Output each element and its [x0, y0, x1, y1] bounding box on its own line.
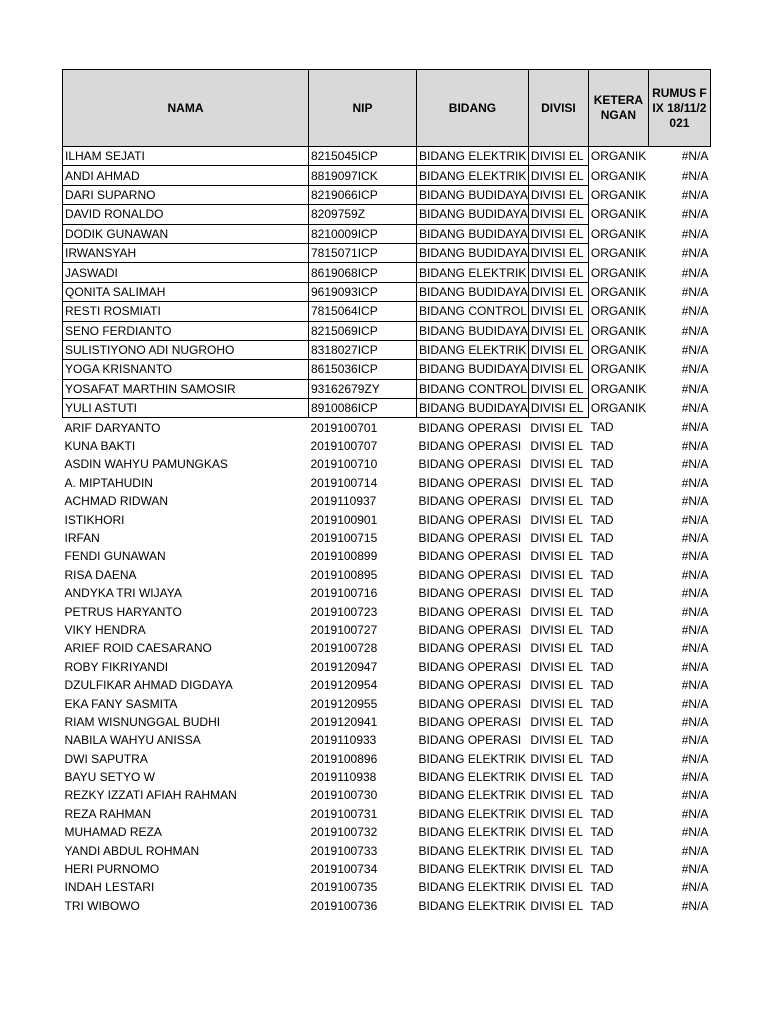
table-row: [63, 566, 711, 584]
cell-nama[interactable]: NABILA WAHYU ANISSA: [64, 733, 201, 748]
cell-bidang[interactable]: BIDANG ELEKTRIK: [417, 340, 529, 359]
cell-nama[interactable]: ILHAM SEJATI: [63, 147, 309, 166]
cell-keterangan[interactable]: TAD: [590, 475, 614, 490]
cell-nip[interactable]: 2019120954: [310, 678, 378, 693]
cell-nip[interactable]: 2019100734: [310, 862, 378, 877]
cell-divisi[interactable]: DIVISI EL: [530, 770, 584, 785]
table-row: [63, 340, 711, 359]
cell-bidang[interactable]: BIDANG ELEKTRIK: [418, 788, 526, 803]
cell-bidang[interactable]: BIDANG ELEKTRIK: [417, 263, 529, 282]
cell-nama[interactable]: SENO FERDIANTO: [63, 321, 309, 340]
cell-bidang[interactable]: BIDANG BUDIDAYA: [417, 399, 529, 418]
cell-nama[interactable]: JASWADI: [63, 263, 309, 282]
table-row: [63, 379, 711, 398]
cell-bidang[interactable]: BIDANG OPERASI: [418, 622, 522, 637]
table-row: [63, 243, 711, 262]
cell-keterangan[interactable]: ORGANIK: [590, 187, 647, 202]
table-row: [63, 713, 711, 731]
cell-nip[interactable]: 8910086ICP: [309, 399, 417, 418]
cell-nama[interactable]: IRFAN: [64, 531, 100, 545]
cell-nama[interactable]: YULI ASTUTI: [63, 399, 309, 418]
cell-keterangan[interactable]: TAD: [590, 678, 614, 693]
cell-rumus[interactable]: #N/A: [681, 187, 709, 202]
cell-bidang[interactable]: BIDANG ELEKTRIK: [418, 862, 526, 877]
cell-nip[interactable]: 7815064ICP: [309, 302, 417, 321]
table-row: [63, 786, 711, 804]
cell-keterangan[interactable]: ORGANIK: [590, 304, 647, 319]
cell-nama[interactable]: REZKY IZZATI AFIAH RAHMAN: [64, 788, 237, 803]
cell-rumus[interactable]: #N/A: [681, 475, 709, 490]
table-row: [63, 841, 711, 859]
cell-divisi[interactable]: DIVISI EL: [528, 379, 588, 398]
cell-bidang[interactable]: BIDANG OPERASI: [418, 641, 522, 656]
table-row: [63, 224, 711, 243]
cell-rumus[interactable]: #N/A: [681, 323, 709, 338]
cell-nip[interactable]: 2019100727: [310, 622, 378, 637]
cell-bidang[interactable]: BIDANG BUDIDAYA: [417, 185, 529, 204]
cell-rumus[interactable]: #N/A: [681, 531, 709, 545]
cell-keterangan[interactable]: TAD: [590, 622, 614, 637]
cell-divisi[interactable]: DIVISI EL: [528, 263, 588, 282]
cell-rumus[interactable]: #N/A: [681, 512, 709, 527]
cell-keterangan[interactable]: TAD: [590, 714, 614, 729]
cell-keterangan[interactable]: TAD: [590, 751, 614, 766]
table-row: [63, 823, 711, 841]
cell-divisi[interactable]: DIVISI EL: [528, 147, 588, 166]
cell-bidang[interactable]: BIDANG ELEKTRIK: [418, 825, 526, 840]
cell-bidang[interactable]: BIDANG BUDIDAYA: [417, 224, 529, 243]
cell-nip[interactable]: 2019100707: [310, 439, 378, 454]
cell-nama[interactable]: REZA RAHMAN: [64, 806, 152, 821]
cell-divisi[interactable]: DIVISI EL: [530, 494, 584, 509]
cell-rumus[interactable]: #N/A: [681, 549, 709, 564]
table-row: [63, 860, 711, 878]
cell-nip[interactable]: 2019100901: [310, 512, 378, 527]
cell-divisi[interactable]: DIVISI EL: [530, 531, 584, 545]
cell-divisi[interactable]: DIVISI EL: [530, 549, 584, 564]
cell-rumus[interactable]: #N/A: [681, 898, 709, 913]
cell-divisi[interactable]: DIVISI EL: [530, 586, 584, 601]
header-row: [63, 70, 711, 147]
cell-divisi[interactable]: DIVISI EL: [530, 751, 584, 766]
cell-nama[interactable]: EKA FANY SASMITA: [64, 696, 178, 711]
cell-nip[interactable]: 2019100895: [310, 567, 378, 582]
cell-bidang[interactable]: BIDANG OPERASI: [418, 549, 522, 564]
table-row: [63, 602, 711, 620]
header-rumus[interactable]: RUMUS FIX 18/11/2021: [648, 70, 710, 147]
cell-divisi[interactable]: DIVISI EL: [528, 340, 588, 359]
cell-nip[interactable]: 2019100736: [310, 898, 378, 913]
cell-keterangan[interactable]: ORGANIK: [590, 265, 647, 280]
cell-rumus[interactable]: #N/A: [681, 641, 709, 656]
cell-keterangan[interactable]: TAD: [590, 567, 614, 582]
cell-rumus[interactable]: #N/A: [681, 149, 709, 164]
cell-divisi[interactable]: DIVISI EL: [528, 243, 588, 262]
cell-keterangan[interactable]: TAD: [590, 457, 614, 472]
cell-nip[interactable]: 2019100732: [310, 825, 378, 840]
table-row: [63, 639, 711, 657]
cell-nama[interactable]: KUNA BAKTI: [64, 439, 136, 454]
cell-keterangan[interactable]: TAD: [590, 806, 614, 821]
cell-rumus[interactable]: #N/A: [681, 207, 709, 222]
cell-nip[interactable]: 2019120941: [310, 714, 378, 729]
cell-nip[interactable]: 8215045ICP: [309, 147, 417, 166]
cell-rumus[interactable]: #N/A: [681, 770, 709, 785]
cell-keterangan[interactable]: TAD: [590, 862, 614, 877]
cell-divisi[interactable]: DIVISI EL: [530, 604, 584, 619]
table-row: [63, 205, 711, 224]
cell-nama[interactable]: ISTIKHORI: [64, 512, 125, 527]
cell-divisi[interactable]: DIVISI EL: [530, 420, 584, 435]
cell-keterangan[interactable]: TAD: [590, 898, 614, 913]
cell-rumus[interactable]: #N/A: [681, 401, 709, 416]
cell-keterangan[interactable]: ORGANIK: [590, 401, 647, 416]
table-row: [63, 547, 711, 565]
cell-keterangan[interactable]: TAD: [590, 843, 614, 858]
table-row: [63, 658, 711, 676]
cell-bidang[interactable]: BIDANG OPERASI: [418, 586, 522, 601]
cell-keterangan[interactable]: ORGANIK: [590, 284, 647, 299]
cell-divisi[interactable]: DIVISI EL: [530, 696, 584, 711]
cell-nip[interactable]: 2019100716: [310, 586, 378, 601]
cell-nama[interactable]: ROBY FIKRIYANDI: [64, 659, 169, 674]
cell-nip[interactable]: 9619093ICP: [309, 282, 417, 301]
cell-keterangan[interactable]: TAD: [590, 659, 614, 674]
cell-nama[interactable]: RISA DAENA: [64, 567, 137, 582]
cell-divisi[interactable]: DIVISI EL: [530, 678, 584, 693]
cell-keterangan[interactable]: TAD: [590, 880, 614, 895]
cell-nama[interactable]: IRWANSYAH: [63, 243, 309, 262]
cell-nama[interactable]: TRI WIBOWO: [64, 898, 140, 913]
cell-rumus[interactable]: #N/A: [681, 843, 709, 858]
cell-rumus[interactable]: #N/A: [681, 304, 709, 319]
cell-rumus[interactable]: #N/A: [681, 806, 709, 821]
cell-nip[interactable]: 2019100896: [310, 751, 378, 766]
cell-bidang[interactable]: BIDANG ELEKTRIK: [417, 147, 529, 166]
table-row: [63, 263, 711, 282]
cell-nip[interactable]: 8318027ICP: [309, 340, 417, 359]
cell-nip[interactable]: 2019100723: [310, 604, 378, 619]
cell-rumus[interactable]: #N/A: [681, 567, 709, 582]
cell-keterangan[interactable]: ORGANIK: [590, 207, 647, 222]
cell-rumus[interactable]: #N/A: [681, 226, 709, 241]
cell-bidang[interactable]: BIDANG OPERASI: [418, 678, 522, 693]
cell-nip[interactable]: 2019100731: [310, 806, 378, 821]
cell-rumus[interactable]: #N/A: [681, 168, 709, 183]
cell-rumus[interactable]: #N/A: [681, 751, 709, 766]
cell-rumus[interactable]: #N/A: [681, 678, 709, 693]
cell-nama[interactable]: MUHAMAD REZA: [64, 825, 162, 840]
cell-divisi[interactable]: DIVISI EL: [530, 457, 584, 472]
table-row: [63, 147, 711, 166]
cell-bidang[interactable]: BIDANG OPERASI: [418, 531, 522, 545]
table-row: [63, 282, 711, 301]
cell-rumus[interactable]: #N/A: [681, 788, 709, 803]
cell-nip[interactable]: 2019100735: [310, 880, 378, 895]
cell-nip[interactable]: 2019100728: [310, 641, 378, 656]
table-row: [63, 437, 711, 455]
cell-nama[interactable]: YANDI ABDUL ROHMAN: [64, 843, 200, 858]
table-row: [63, 418, 711, 437]
cell-nip[interactable]: 93162679ZY: [309, 379, 417, 398]
cell-nama[interactable]: ARIF DARYANTO: [64, 420, 161, 435]
cell-keterangan[interactable]: TAD: [590, 586, 614, 601]
cell-divisi[interactable]: DIVISI EL: [528, 224, 588, 243]
cell-nip[interactable]: 2019110938: [310, 770, 377, 785]
cell-nama[interactable]: HERI PURNOMO: [64, 862, 160, 877]
cell-nip[interactable]: 2019100714: [310, 475, 378, 490]
cell-nip[interactable]: 2019100899: [310, 549, 378, 564]
cell-nama[interactable]: RESTI ROSMIATI: [63, 302, 309, 321]
table-row: [63, 694, 711, 712]
cell-nip[interactable]: 2019120955: [310, 696, 378, 711]
cell-rumus[interactable]: #N/A: [681, 381, 709, 396]
cell-nip[interactable]: 2019100710: [310, 457, 378, 472]
cell-nip[interactable]: 2019100733: [310, 843, 378, 858]
cell-rumus[interactable]: #N/A: [681, 284, 709, 299]
cell-divisi[interactable]: DIVISI EL: [530, 622, 584, 637]
cell-bidang[interactable]: BIDANG OPERASI: [418, 420, 522, 435]
cell-nip[interactable]: 2019100715: [310, 531, 378, 545]
cell-nama[interactable]: ANDYKA TRI WIJAYA: [64, 586, 182, 601]
cell-divisi[interactable]: DIVISI EL: [528, 399, 588, 418]
cell-nama[interactable]: INDAH LESTARI: [64, 880, 155, 895]
cell-nip[interactable]: 8615036ICP: [309, 360, 417, 379]
header-keterangan[interactable]: KETERANGAN: [588, 70, 648, 147]
table-header: [63, 70, 711, 147]
cell-nip[interactable]: 8209759Z: [309, 205, 417, 224]
table-row: [63, 302, 711, 321]
cell-nama[interactable]: DARI SUPARNO: [63, 185, 309, 204]
cell-keterangan[interactable]: ORGANIK: [590, 149, 647, 164]
cell-keterangan[interactable]: TAD: [590, 420, 614, 435]
cell-bidang[interactable]: BIDANG ELEKTRIK: [418, 843, 526, 858]
cell-bidang[interactable]: BIDANG ELEKTRIK: [418, 898, 526, 913]
cell-nip[interactable]: 2019110937: [310, 494, 377, 509]
cell-rumus[interactable]: #N/A: [681, 439, 709, 454]
table-row: [63, 805, 711, 823]
cell-rumus[interactable]: #N/A: [681, 343, 709, 358]
cell-nip[interactable]: 2019110933: [310, 733, 377, 748]
cell-keterangan[interactable]: TAD: [590, 770, 614, 785]
table-row: [63, 529, 711, 547]
cell-nama[interactable]: DODIK GUNAWAN: [63, 224, 309, 243]
cell-keterangan[interactable]: TAD: [590, 733, 614, 748]
cell-bidang[interactable]: BIDANG OPERASI: [418, 439, 522, 454]
cell-rumus[interactable]: #N/A: [681, 733, 709, 748]
cell-keterangan[interactable]: TAD: [590, 531, 614, 545]
cell-bidang[interactable]: BIDANG OPERASI: [418, 567, 522, 582]
cell-divisi[interactable]: DIVISI EL: [528, 321, 588, 340]
cell-nama[interactable]: FENDI GUNAWAN: [64, 549, 166, 564]
cell-rumus[interactable]: #N/A: [681, 265, 709, 280]
table-row: [63, 584, 711, 602]
cell-bidang[interactable]: BIDANG BUDIDAYA: [417, 243, 529, 262]
cell-keterangan[interactable]: TAD: [590, 549, 614, 564]
table-row: [63, 474, 711, 492]
cell-bidang[interactable]: BIDANG OPERASI: [418, 696, 522, 711]
cell-divisi[interactable]: DIVISI EL: [530, 439, 584, 454]
cell-bidang[interactable]: BIDANG OPERASI: [418, 604, 522, 619]
cell-divisi[interactable]: DIVISI EL: [528, 205, 588, 224]
cell-divisi[interactable]: DIVISI EL: [530, 475, 584, 490]
table-row: [63, 676, 711, 694]
cell-keterangan[interactable]: ORGANIK: [590, 362, 647, 377]
cell-divisi[interactable]: DIVISI EL: [530, 806, 584, 821]
cell-nip[interactable]: 8210009ICP: [309, 224, 417, 243]
header-nip[interactable]: NIP: [309, 70, 417, 147]
cell-rumus[interactable]: #N/A: [681, 880, 709, 895]
cell-rumus[interactable]: #N/A: [681, 420, 709, 435]
cell-bidang[interactable]: BIDANG OPERASI: [418, 475, 522, 490]
cell-nip[interactable]: 8215069ICP: [309, 321, 417, 340]
cell-divisi[interactable]: DIVISI EL: [530, 843, 584, 858]
cell-rumus[interactable]: #N/A: [681, 457, 709, 472]
cell-nip[interactable]: 2019100701: [310, 420, 378, 435]
table-row: [63, 185, 711, 204]
cell-bidang[interactable]: BIDANG BUDIDAYA: [417, 321, 529, 340]
cell-keterangan[interactable]: TAD: [590, 788, 614, 803]
cell-nama[interactable]: YOGA KRISNANTO: [63, 360, 309, 379]
cell-nama[interactable]: RIAM WISNUNGGAL BUDHI: [64, 714, 221, 729]
cell-nip[interactable]: 2019120947: [310, 659, 378, 674]
cell-bidang[interactable]: BIDANG ELEKTRIK: [418, 770, 526, 785]
cell-bidang[interactable]: BIDANG ELEKTRIK: [418, 806, 526, 821]
cell-divisi[interactable]: DIVISI EL: [528, 302, 588, 321]
cell-nama[interactable]: VIKY HENDRA: [64, 622, 146, 637]
cell-bidang[interactable]: BIDANG OPERASI: [418, 659, 522, 674]
cell-divisi[interactable]: DIVISI EL: [528, 282, 588, 301]
table-row: [63, 897, 711, 915]
table-row: [63, 492, 711, 510]
cell-divisi[interactable]: DIVISI EL: [530, 788, 584, 803]
table-row: [63, 621, 711, 639]
cell-nama[interactable]: ASDIN WAHYU PAMUNGKAS: [64, 457, 228, 472]
cell-divisi[interactable]: DIVISI EL: [530, 512, 584, 527]
cell-divisi[interactable]: DIVISI EL: [528, 166, 588, 185]
cell-divisi[interactable]: DIVISI EL: [530, 862, 584, 877]
cell-nama[interactable]: BAYU SETYO W: [64, 770, 155, 785]
table-body: [63, 147, 711, 916]
employee-table: [62, 69, 711, 915]
cell-bidang[interactable]: BIDANG CONTROL: [417, 302, 529, 321]
cell-rumus[interactable]: #N/A: [681, 696, 709, 711]
cell-nip[interactable]: 8219066ICP: [309, 185, 417, 204]
cell-nip[interactable]: 7815071ICP: [309, 243, 417, 262]
cell-nama[interactable]: YOSAFAT MARTHIN SAMOSIR: [63, 379, 309, 398]
cell-nip[interactable]: 8819097ICK: [309, 166, 417, 185]
cell-divisi[interactable]: DIVISI EL: [530, 733, 584, 748]
cell-keterangan[interactable]: TAD: [590, 439, 614, 454]
cell-rumus[interactable]: #N/A: [681, 659, 709, 674]
cell-nama[interactable]: SULISTIYONO ADI NUGROHO: [63, 340, 309, 359]
table-row: [63, 455, 711, 473]
cell-bidang[interactable]: BIDANG CONTROL: [417, 379, 529, 398]
cell-divisi[interactable]: DIVISI EL: [530, 567, 584, 582]
cell-rumus[interactable]: #N/A: [681, 246, 709, 261]
cell-keterangan[interactable]: ORGANIK: [590, 226, 647, 241]
table-row: [63, 768, 711, 786]
cell-nama[interactable]: ACHMAD RIDWAN: [64, 494, 169, 509]
cell-rumus[interactable]: #N/A: [681, 825, 709, 840]
cell-nama[interactable]: ARIEF ROID CAESARANO: [64, 641, 212, 656]
table-row: [63, 510, 711, 528]
cell-bidang[interactable]: BIDANG OPERASI: [418, 494, 522, 509]
cell-keterangan[interactable]: TAD: [590, 512, 614, 527]
cell-keterangan[interactable]: TAD: [590, 696, 614, 711]
cell-bidang[interactable]: BIDANG ELEKTRIK: [418, 751, 526, 766]
cell-divisi[interactable]: DIVISI EL: [530, 659, 584, 674]
cell-rumus[interactable]: #N/A: [681, 586, 709, 601]
cell-nama[interactable]: DAVID RONALDO: [63, 205, 309, 224]
cell-bidang[interactable]: BIDANG OPERASI: [418, 714, 522, 729]
cell-nama[interactable]: QONITA SALIMAH: [63, 282, 309, 301]
cell-nama[interactable]: ANDI AHMAD: [63, 166, 309, 185]
cell-bidang[interactable]: BIDANG OPERASI: [418, 733, 522, 748]
header-nama[interactable]: NAMA: [63, 70, 309, 147]
cell-rumus[interactable]: #N/A: [681, 494, 709, 509]
table-row: [63, 166, 711, 185]
cell-bidang[interactable]: BIDANG BUDIDAYA: [417, 360, 529, 379]
cell-divisi[interactable]: DIVISI EL: [530, 641, 584, 656]
table-row: [63, 878, 711, 896]
cell-divisi[interactable]: DIVISI EL: [530, 825, 584, 840]
cell-rumus[interactable]: #N/A: [681, 604, 709, 619]
cell-divisi[interactable]: DIVISI EL: [530, 898, 584, 913]
table-row: [63, 321, 711, 340]
table-row: [63, 750, 711, 768]
cell-keterangan[interactable]: ORGANIK: [590, 168, 647, 183]
cell-bidang[interactable]: BIDANG ELEKTRIK: [418, 880, 526, 895]
cell-rumus[interactable]: #N/A: [681, 362, 709, 377]
header-divisi[interactable]: DIVISI: [528, 70, 588, 147]
cell-keterangan[interactable]: ORGANIK: [590, 343, 647, 358]
cell-keterangan[interactable]: ORGANIK: [590, 381, 647, 396]
cell-nip[interactable]: 2019100730: [310, 788, 378, 803]
table-row: [63, 731, 711, 749]
cell-divisi[interactable]: DIVISI EL: [530, 880, 584, 895]
header-bidang[interactable]: BIDANG: [417, 70, 529, 147]
cell-keterangan[interactable]: TAD: [590, 825, 614, 840]
cell-nama[interactable]: PETRUS HARYANTO: [64, 604, 182, 619]
cell-keterangan[interactable]: ORGANIK: [590, 323, 647, 338]
cell-keterangan[interactable]: TAD: [590, 604, 614, 619]
cell-divisi[interactable]: DIVISI EL: [530, 714, 584, 729]
table-row: [63, 399, 711, 418]
cell-keterangan[interactable]: TAD: [590, 494, 614, 509]
cell-bidang[interactable]: BIDANG OPERASI: [418, 457, 522, 472]
cell-divisi[interactable]: DIVISI EL: [528, 360, 588, 379]
table-row: [63, 360, 711, 379]
cell-divisi[interactable]: DIVISI EL: [528, 185, 588, 204]
cell-bidang[interactable]: BIDANG BUDIDAYA: [417, 205, 529, 224]
cell-rumus[interactable]: #N/A: [681, 714, 709, 729]
cell-keterangan[interactable]: TAD: [590, 641, 614, 656]
cell-rumus[interactable]: #N/A: [681, 862, 709, 877]
cell-nama[interactable]: DZULFIKAR AHMAD DIGDAYA: [64, 678, 233, 693]
cell-nip[interactable]: 8619068ICP: [309, 263, 417, 282]
cell-keterangan[interactable]: ORGANIK: [590, 246, 647, 261]
cell-bidang[interactable]: BIDANG ELEKTRIK: [417, 166, 529, 185]
cell-nama[interactable]: A. MIPTAHUDIN: [64, 475, 153, 490]
cell-rumus[interactable]: #N/A: [681, 622, 709, 637]
cell-bidang[interactable]: BIDANG OPERASI: [418, 512, 522, 527]
cell-nama[interactable]: DWI SAPUTRA: [64, 751, 148, 766]
cell-bidang[interactable]: BIDANG BUDIDAYA: [417, 282, 529, 301]
